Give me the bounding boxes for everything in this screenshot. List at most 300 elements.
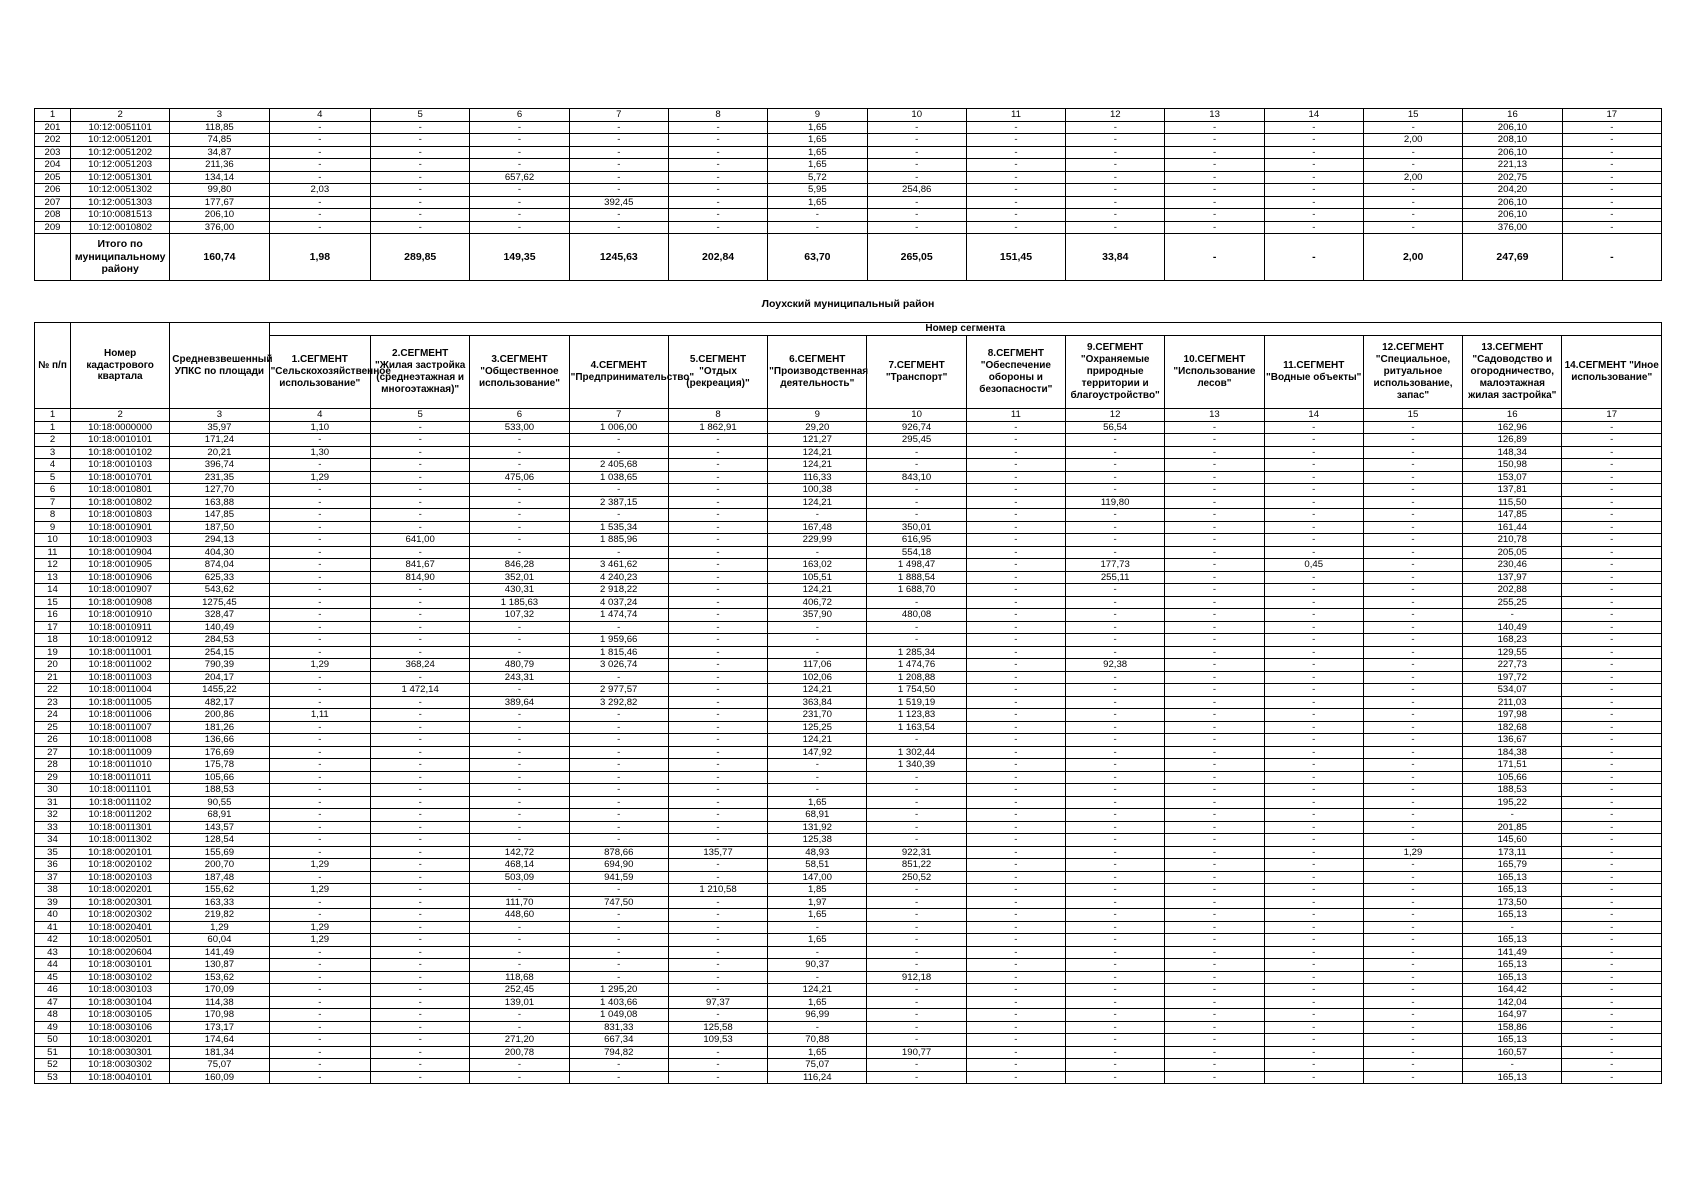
table-cell: - [1264, 509, 1363, 522]
table-cell: - [867, 1009, 966, 1022]
table-cell: - [269, 834, 370, 847]
table-cell: 165,13 [1463, 871, 1562, 884]
table-cell: - [1165, 1034, 1264, 1047]
column-number: 4 [269, 409, 370, 422]
table-cell: - [668, 1059, 767, 1072]
table-cell: - [1066, 671, 1165, 684]
table-cell: 1,65 [768, 909, 867, 922]
table-cell: - [1264, 959, 1363, 972]
table-cell: 406,72 [768, 596, 867, 609]
table-cell: - [371, 921, 470, 934]
table-row [35, 984, 1662, 997]
table-cell: 1,29 [269, 859, 370, 872]
table-cell: 208,10 [1463, 134, 1562, 147]
table-cell: - [1562, 934, 1662, 947]
table-cell: 10:12:0051202 [71, 146, 170, 159]
table-cell: 219,82 [170, 909, 269, 922]
table-cell: - [1562, 121, 1661, 134]
table-cell: 28 [35, 759, 71, 772]
table-cell: - [966, 834, 1065, 847]
table-cell: - [1165, 959, 1264, 972]
table-cell: - [668, 484, 767, 497]
table-row [35, 159, 1662, 172]
segment-header: 6.СЕГМЕНТ "Производственная деятельность" [768, 336, 867, 409]
table-cell: - [1264, 896, 1363, 909]
table-cell: - [569, 621, 668, 634]
table-cell: - [1264, 784, 1363, 797]
table-cell: - [1562, 509, 1662, 522]
table-cell: - [966, 546, 1065, 559]
table-row [35, 509, 1662, 522]
table-cell: 10:18:0010802 [71, 496, 170, 509]
column-number: 3 [170, 109, 269, 122]
table-cell: - [966, 746, 1065, 759]
table-cell: - [470, 509, 569, 522]
table-cell: - [768, 1021, 867, 1034]
table-cell: - [269, 984, 370, 997]
table-cell: 48,93 [768, 846, 867, 859]
table-cell: 118,68 [470, 971, 569, 984]
table-cell: - [966, 734, 1065, 747]
table-cell: - [1264, 884, 1363, 897]
table-cell: 206 [35, 184, 71, 197]
table-cell: - [371, 821, 470, 834]
table-cell: - [966, 696, 1065, 709]
table-cell: - [966, 846, 1065, 859]
table-cell: - [371, 884, 470, 897]
total-value: 202,84 [668, 234, 767, 281]
table-cell: - [371, 1046, 470, 1059]
table-cell: 10:12:0051301 [71, 171, 170, 184]
table-cell: - [1165, 709, 1264, 722]
table-cell: - [1264, 934, 1363, 947]
table-cell: - [371, 946, 470, 959]
table-cell: - [569, 734, 668, 747]
total-value: 2,00 [1364, 234, 1463, 281]
table-cell: - [1165, 546, 1264, 559]
table-cell: 10:18:0030102 [71, 971, 170, 984]
table-cell: - [470, 921, 569, 934]
table-cell: - [966, 859, 1065, 872]
table-cell: - [269, 559, 370, 572]
table-cell: - [867, 146, 966, 159]
table-cell: 912,18 [867, 971, 966, 984]
table-cell: 25 [35, 721, 71, 734]
table-cell: - [1165, 471, 1264, 484]
table-cell: - [371, 1034, 470, 1047]
table-cell: - [1264, 846, 1363, 859]
table-cell: - [1264, 1021, 1363, 1034]
table-cell: - [966, 971, 1065, 984]
table-cell: 941,59 [569, 871, 668, 884]
table-cell: - [1066, 996, 1165, 1009]
table-cell: 137,97 [1463, 571, 1562, 584]
table-cell: 231,70 [768, 709, 867, 722]
table-cell: - [768, 771, 867, 784]
table-cell: 1 498,47 [867, 559, 966, 572]
table-cell: - [1264, 671, 1363, 684]
table-row [35, 684, 1662, 697]
table-cell: 209 [35, 221, 71, 234]
table-cell: - [966, 171, 1065, 184]
table-cell: - [569, 934, 668, 947]
table-cell: - [867, 734, 966, 747]
table-cell: 1,65 [768, 146, 867, 159]
table-cell: 47 [35, 996, 71, 1009]
table-cell: - [569, 784, 668, 797]
table-cell: - [1363, 621, 1462, 634]
table-cell: - [1264, 584, 1363, 597]
table-cell: - [966, 871, 1065, 884]
table-cell: 10:18:0010901 [71, 521, 170, 534]
table-cell: 10:18:0020401 [71, 921, 170, 934]
total-value: 160,74 [170, 234, 269, 281]
table-cell: - [1066, 534, 1165, 547]
table-cell: - [668, 134, 767, 147]
table-row [35, 659, 1662, 672]
table-cell: - [269, 784, 370, 797]
table-cell: - [966, 634, 1065, 647]
table-cell: 243,31 [470, 671, 569, 684]
table-cell: 1455,22 [170, 684, 269, 697]
column-number: 17 [1562, 109, 1661, 122]
table-cell: - [1165, 434, 1264, 447]
upks-table-louhsky [34, 322, 1662, 1084]
segment-header: 4.СЕГМЕНТ "Предпринимательство" [569, 336, 668, 409]
table-cell: 350,01 [867, 521, 966, 534]
table-cell: - [966, 446, 1065, 459]
table-cell: - [470, 809, 569, 822]
table-cell: - [966, 809, 1065, 822]
table-cell: 10:18:0011101 [71, 784, 170, 797]
table-cell: - [668, 509, 767, 522]
table-cell: - [668, 446, 767, 459]
table-cell: 48 [35, 1009, 71, 1022]
table-cell: - [668, 821, 767, 834]
table-cell: 170,09 [170, 984, 269, 997]
column-number: 1 [35, 109, 71, 122]
table-cell: - [1562, 459, 1662, 472]
table-cell: 475,06 [470, 471, 569, 484]
table-cell: - [1562, 559, 1662, 572]
table-cell: 38 [35, 884, 71, 897]
table-cell: - [1562, 1034, 1662, 1047]
table-cell: - [1562, 709, 1662, 722]
table-cell: 200,70 [170, 859, 269, 872]
table-cell: - [1165, 646, 1264, 659]
table-cell: - [867, 509, 966, 522]
table-cell: 208 [35, 209, 71, 222]
table-cell: 34,87 [170, 146, 269, 159]
table-cell: 187,50 [170, 521, 269, 534]
table-cell: - [1562, 596, 1662, 609]
table-cell: - [470, 209, 569, 222]
table-cell: 10:18:0011302 [71, 834, 170, 847]
table-cell: - [1562, 771, 1662, 784]
table-cell: 1,29 [269, 471, 370, 484]
table-cell: 430,31 [470, 584, 569, 597]
table-cell: - [1264, 696, 1363, 709]
table-cell: 145,60 [1463, 834, 1562, 847]
table-cell: 2 [35, 434, 71, 447]
table-cell: 167,48 [768, 521, 867, 534]
table-cell: - [470, 621, 569, 634]
table-cell: - [1364, 146, 1463, 159]
table-cell: - [668, 984, 767, 997]
table-cell: - [668, 796, 767, 809]
table-cell: - [371, 471, 470, 484]
table-cell: - [966, 496, 1065, 509]
table-cell: - [1562, 1021, 1662, 1034]
table-cell: - [1264, 909, 1363, 922]
table-cell: - [668, 834, 767, 847]
table-cell: 5,72 [768, 171, 867, 184]
table-cell: - [1562, 746, 1662, 759]
table-cell: - [1264, 634, 1363, 647]
table-cell: 694,90 [569, 859, 668, 872]
table-cell: 10:18:0020604 [71, 946, 170, 959]
table-cell: 295,45 [867, 434, 966, 447]
table-cell: 147,92 [768, 746, 867, 759]
table-cell: - [668, 434, 767, 447]
table-cell: 480,79 [470, 659, 569, 672]
table-row [35, 434, 1662, 447]
table-cell: - [269, 496, 370, 509]
table-cell: - [1066, 896, 1165, 909]
table-row [35, 1021, 1662, 1034]
table-cell: - [768, 921, 867, 934]
table-cell: - [269, 771, 370, 784]
table-cell: - [569, 146, 668, 159]
table-cell: 206,10 [1463, 146, 1562, 159]
table-cell: 90,37 [768, 959, 867, 972]
table-cell: - [867, 921, 966, 934]
table-cell: - [966, 509, 1065, 522]
table-cell: 10:18:0010910 [71, 609, 170, 622]
table-cell: 1,30 [269, 446, 370, 459]
table-cell: - [668, 634, 767, 647]
table-cell: 841,67 [371, 559, 470, 572]
table-cell: 1,65 [768, 996, 867, 1009]
table-cell: - [470, 221, 569, 234]
table-cell: 1,29 [269, 884, 370, 897]
table-cell: 554,18 [867, 546, 966, 559]
total-value: - [1165, 234, 1264, 281]
table-cell: 831,33 [569, 1021, 668, 1034]
table-cell: 53 [35, 1071, 71, 1084]
table-cell: - [966, 796, 1065, 809]
table-cell: - [1562, 896, 1662, 909]
total-value: 265,05 [867, 234, 966, 281]
table-cell: - [1264, 709, 1363, 722]
table-cell: - [371, 1059, 470, 1072]
table-cell: - [668, 1071, 767, 1084]
table-cell: - [569, 759, 668, 772]
table-cell: - [569, 921, 668, 934]
segment-header-row [35, 323, 1662, 336]
table-cell: - [966, 421, 1065, 434]
table-cell: 202,88 [1463, 584, 1562, 597]
table-cell: - [1165, 996, 1264, 1009]
table-cell: - [371, 646, 470, 659]
table-cell: - [1165, 971, 1264, 984]
table-cell: - [1264, 209, 1363, 222]
table-cell: 10:18:0011010 [71, 759, 170, 772]
column-number: 9 [768, 109, 867, 122]
table-cell: 60,04 [170, 934, 269, 947]
table-cell: 18 [35, 634, 71, 647]
table-cell: - [867, 196, 966, 209]
column-header: Средневзвешенный УПКС по площади [170, 323, 269, 409]
table-row [35, 521, 1662, 534]
table-cell: - [1066, 821, 1165, 834]
table-cell: - [1562, 159, 1661, 172]
column-number: 10 [867, 409, 966, 422]
table-cell: - [1264, 1071, 1363, 1084]
table-cell: - [668, 909, 767, 922]
table-cell: - [966, 921, 1065, 934]
table-cell: 10:12:0010802 [71, 221, 170, 234]
table-cell: 357,90 [768, 609, 867, 622]
total-value: 149,35 [470, 234, 569, 281]
table-cell: - [1363, 684, 1462, 697]
column-header: № п/п [35, 323, 71, 409]
table-cell: - [371, 434, 470, 447]
table-cell: - [1363, 646, 1462, 659]
table-row [35, 921, 1662, 934]
table-cell: - [1562, 959, 1662, 972]
table-cell: - [1264, 196, 1363, 209]
table-cell: - [668, 871, 767, 884]
table-cell: 468,14 [470, 859, 569, 872]
table-cell: 205,05 [1463, 546, 1562, 559]
table-cell: 92,38 [1066, 659, 1165, 672]
total-value: 289,85 [371, 234, 470, 281]
table-cell: - [867, 934, 966, 947]
column-number: 2 [71, 409, 170, 422]
table-cell: 51 [35, 1046, 71, 1059]
table-cell: 141,49 [1463, 946, 1562, 959]
table-cell: - [470, 496, 569, 509]
table-cell: - [371, 171, 470, 184]
table-row [35, 646, 1662, 659]
table-cell: - [269, 434, 370, 447]
table-cell: - [1165, 659, 1264, 672]
table-cell: 127,70 [170, 484, 269, 497]
table-cell: - [867, 634, 966, 647]
table-cell: - [470, 459, 569, 472]
table-cell: 206,10 [1463, 121, 1562, 134]
table-cell: - [867, 596, 966, 609]
table-cell: - [1363, 1071, 1462, 1084]
table-cell: - [371, 971, 470, 984]
table-row [35, 446, 1662, 459]
table-cell: 1,85 [768, 884, 867, 897]
table-cell: 625,33 [170, 571, 269, 584]
table-cell: - [269, 796, 370, 809]
table-cell: 10:18:0030301 [71, 1046, 170, 1059]
table-cell: 543,62 [170, 584, 269, 597]
table-cell: - [1066, 971, 1165, 984]
table-row [35, 934, 1662, 947]
table-cell: - [1364, 221, 1463, 234]
table-cell: 376,00 [1463, 221, 1562, 234]
table-cell: - [1363, 821, 1462, 834]
table-cell: 1,65 [768, 159, 867, 172]
table-cell: - [1562, 1046, 1662, 1059]
table-cell: - [668, 921, 767, 934]
table-cell: - [1264, 796, 1363, 809]
table-cell: 4 240,23 [569, 571, 668, 584]
table-cell: - [470, 159, 569, 172]
table-cell: - [1165, 734, 1264, 747]
segment-header: 9.СЕГМЕНТ "Охраняемые природные территории и благоустройство" [1066, 336, 1165, 409]
table-cell: 10:12:0051203 [71, 159, 170, 172]
column-number: 8 [668, 109, 767, 122]
table-cell: - [371, 796, 470, 809]
table-cell: - [269, 909, 370, 922]
table-cell: 111,70 [470, 896, 569, 909]
table-cell: - [269, 1009, 370, 1022]
table-cell: - [1264, 621, 1363, 634]
table-cell: - [966, 559, 1065, 572]
table-cell: 17 [35, 621, 71, 634]
table-cell: - [569, 771, 668, 784]
table-cell: 1 474,76 [867, 659, 966, 672]
table-cell: - [1165, 634, 1264, 647]
table-cell: 1 340,39 [867, 759, 966, 772]
table-cell: - [470, 784, 569, 797]
table-cell: - [371, 621, 470, 634]
table-cell: - [371, 671, 470, 684]
table-cell: 284,53 [170, 634, 269, 647]
table-cell: 74,85 [170, 134, 269, 147]
table-cell: - [569, 209, 668, 222]
table-cell: - [1066, 809, 1165, 822]
table-cell: - [371, 959, 470, 972]
table-cell: - [1165, 746, 1264, 759]
table-cell: - [1066, 746, 1165, 759]
table-cell: - [1264, 921, 1363, 934]
table-cell: 3 [35, 446, 71, 459]
table-cell: 75,07 [768, 1059, 867, 1072]
table-cell: - [1165, 846, 1264, 859]
table-cell: - [1264, 746, 1363, 759]
table-cell: 747,50 [569, 896, 668, 909]
table-cell: - [470, 196, 569, 209]
table-cell: 125,38 [768, 834, 867, 847]
table-cell: 187,48 [170, 871, 269, 884]
column-number: 7 [569, 409, 668, 422]
table-cell: - [1264, 684, 1363, 697]
section-title: Лоухский муниципальный район [761, 298, 935, 310]
table-cell: 10:18:0011005 [71, 696, 170, 709]
segment-header: 10.СЕГМЕНТ "Использование лесов" [1165, 336, 1264, 409]
table-cell: - [1165, 784, 1264, 797]
table-cell: - [867, 809, 966, 822]
table-cell: 97,37 [668, 996, 767, 1009]
table-cell: - [1363, 996, 1462, 1009]
table-row [35, 209, 1662, 222]
table-row [35, 471, 1662, 484]
table-cell: 22 [35, 684, 71, 697]
table-cell: - [1165, 1071, 1264, 1084]
table-cell: 3 026,74 [569, 659, 668, 672]
table-cell: - [1066, 784, 1165, 797]
segment-header: 8.СЕГМЕНТ "Обеспечение обороны и безопасности" [966, 336, 1065, 409]
table-cell: - [569, 946, 668, 959]
table-cell: - [1264, 496, 1363, 509]
